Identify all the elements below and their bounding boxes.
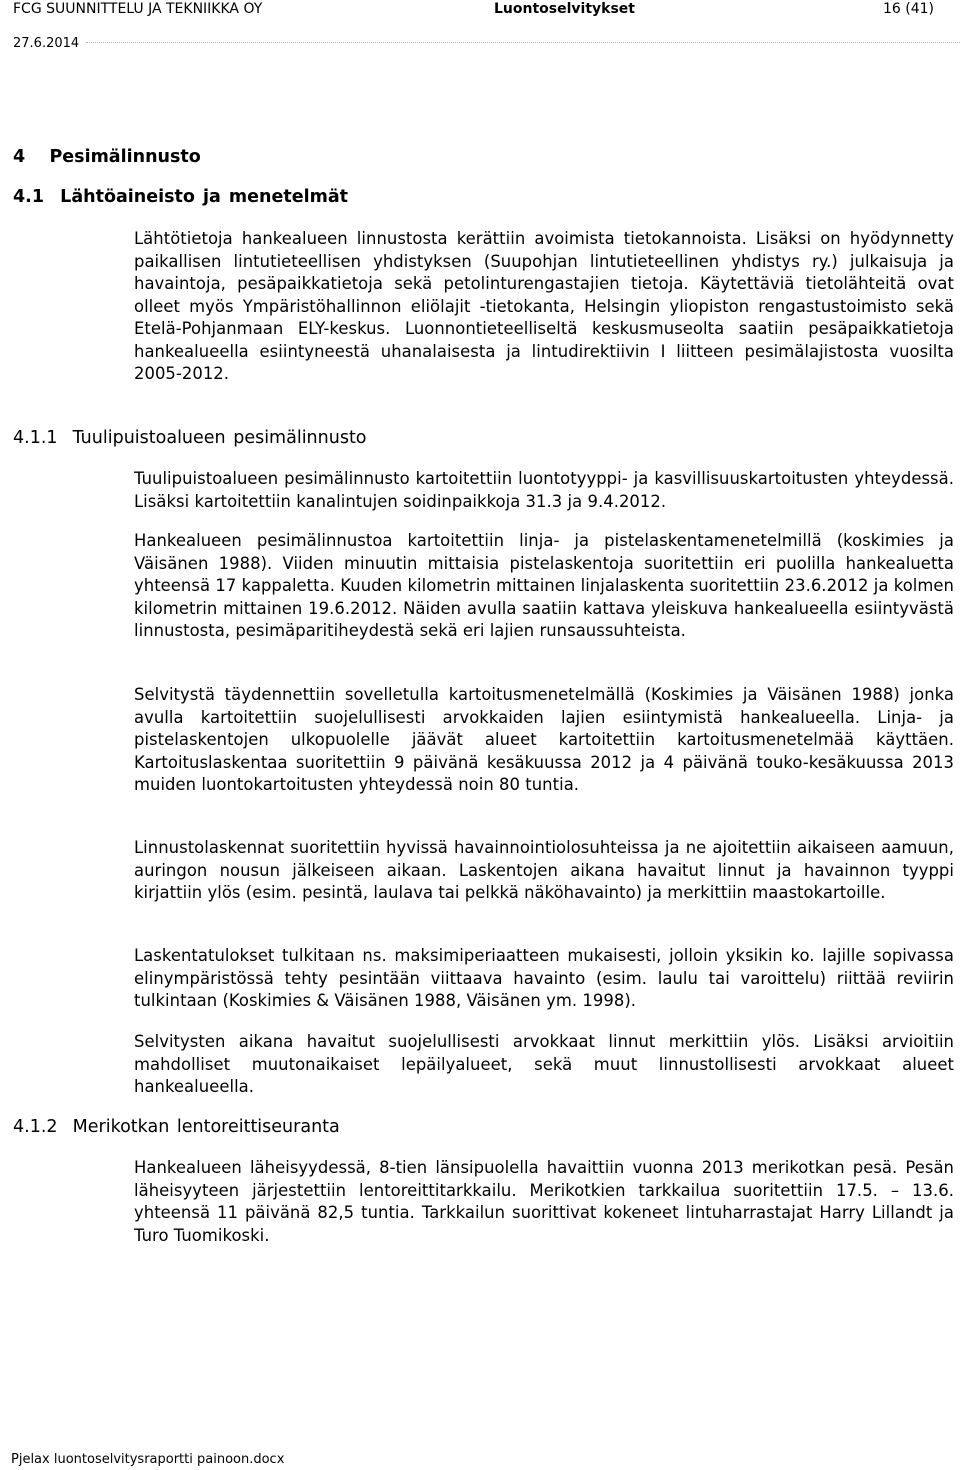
- paragraph-kartoitusmenetelma: Selvitystä täydennettiin sovelletulla kartoitusmenetelmällä (Koskimies ja Väisänen 1988) jonka avulla kartoitettiin suojelullisesti arvokkaiden lajien esiintymistä hankealueella. Linja- ja pistelaskentojen ulkopuolelle jäävät alueet kartoitettiin kartoitusmenetelmää käyttäen. Kartoituslaskentaa suoritettiin 9 päivänä kesäkuussa 2012 ja 4 päivänä touko-kesäkuussa 2013 muiden luontokartoitusten yhteydessä noin 80 tuntia.: [134, 685, 954, 794]
- paragraph-merikotka: Hankealueen läheisyydessä, 8-tien länsipuolella havaittiin vuonna 2013 merikotkan pesä. Pesän läheisyyteen järjestettiin lentoreittitarkkailu. Merikotkien tarkkailua suoritettiin 17.5. – 13.6. yhteensä 11 päivänä 82,5 tuntia. Tarkkailun suorittivat kokeneet lintuharrastajat Harry Lillandt ja Turo Tuomikoski.: [134, 1158, 954, 1245]
- paragraph-arvokkaat-linnut: Selvitysten aikana havaitut suojelullisesti arvokkaat linnut merkittiin ylös. Lisäksi arvioitiin mahdolliset muutonaikaiset lepäilyalueet, sekä muut linnustollisesti arvokkaat alueet hankealueella.: [134, 1032, 954, 1096]
- heading-tuulipuistoalueen-pesimalinnusto: 4.1.1 Tuulipuistoalueen pesimälinnusto: [13, 428, 367, 448]
- header-divider: [86, 42, 960, 43]
- header-company: FCG SUUNNITTELU JA TEKNIIKKA OY: [13, 1, 263, 17]
- paragraph-kartoitus-yhteydessa: Tuulipuistoalueen pesimälinnusto kartoitettiin luontotyyppi- ja kasvillisuuskartoitusten yhteydessä. Lisäksi kartoitettiin kanalintujen soidinpaikkoja 31.3 ja 9.4.2012.: [134, 469, 954, 511]
- paragraph-linja-ja-pistelaskenta: Hankealueen pesimälinnustoa kartoitettiin linja- ja pistelaskentamenetelmillä (koskimies ja Väisänen 1988). Viiden minuutin mittaisia pistelaskentoja suoritettiin eri puolilla hankealuetta yhteensä 17 kappaletta. Kuuden kilometrin mittainen linjalaskenta suoritettiin 23.6.2012 ja kolmen kilometrin mittainen 19.6.2012. Näiden avulla saatiin kattava yleiskuva hankealueella esiintyvästä linnustosta, pesimäparitiheydestä sekä eri lajien runsaussuhteista.: [134, 531, 954, 640]
- header-page-number: 16 (41): [883, 1, 935, 17]
- header-document-title: Luontoselvitykset: [494, 1, 635, 17]
- footer-filename: Pjelax luontoselvitysraportti painoon.docx: [11, 1452, 285, 1467]
- heading-pesimalinnusto: 4 Pesimälinnusto: [13, 147, 201, 167]
- heading-merikotkan-lentoreittiseuranta: 4.1.2 Merikotkan lentoreittiseuranta: [13, 1117, 340, 1137]
- paragraph-lahtotiedot: Lähtötietoja hankealueen linnustosta kerättiin avoimista tietokannoista. Lisäksi on hyödynnetty paikallisen lintutieteellisen yhdistyksen (Suupohjan lintutieteellinen yhdistys ry.) julkaisuja ja havaintoja, pesäpaikkatietoja sekä petolinturengastajien tietoja. Käytettäviä tietolähteitä ovat olleet myös Ympäristöhallinnon eliölajit -tietokanta, Helsingin yliopiston rengastustoimisto sekä Etelä-Pohjanmaan ELY-keskus. Luonnontieteelliseltä keskusmuseolta saatiin pesäpaikkatietoja hankealueella esiintyneestä uhanalaisesta ja lintudirektiivin I liitteen pesimälajistosta vuosilta 2005-2012.: [134, 229, 954, 383]
- page-header: [0, 0, 960, 60]
- heading-lahtoaineisto: 4.1 Lähtöaineisto ja menetelmät: [13, 187, 348, 207]
- header-date: 27.6.2014: [13, 36, 80, 51]
- paragraph-laskentatulokset: Laskentatulokset tulkitaan ns. maksimiperiaatteen mukaisesti, jolloin yksikin ko. lajille sopivassa elinympäristössä tehty pesintään viittaava havainto (esim. laulu tai varoittelu) riittää reviirin tulkintaan (Koskimies & Väisänen 1988, Väisänen ym. 1998).: [134, 946, 954, 1010]
- paragraph-laskentaolosuhteet: Linnustolaskennat suoritettiin hyvissä havainnointiolosuhteissa ja ne ajoitettiin aikaiseen aamuun, auringon nousun jälkeiseen aikaan. Laskentojen aikana havaitut linnut ja havainnon tyyppi kirjattiin ylös (esim. pesintä, laulava tai pelkkä näköhavainto) ja merkittiin maastokartoille.: [134, 838, 954, 902]
